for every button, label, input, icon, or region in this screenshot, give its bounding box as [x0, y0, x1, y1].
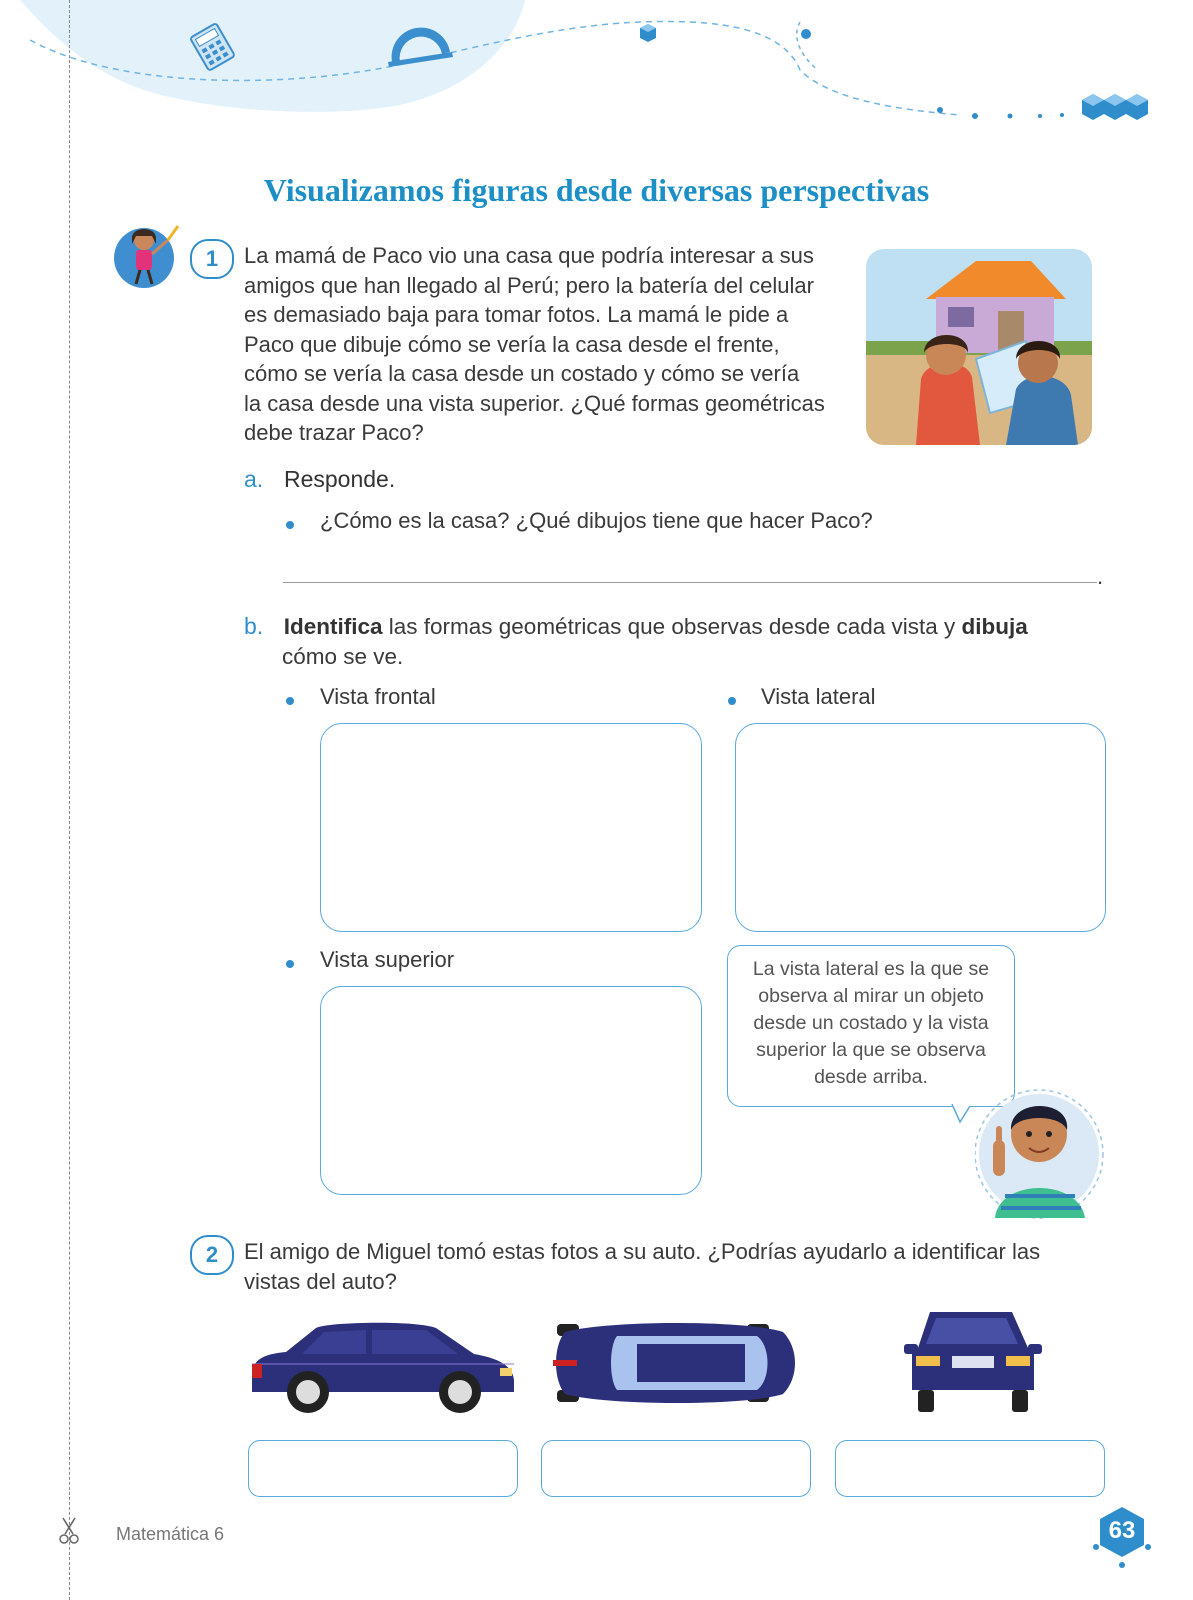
car-top-view [547, 1306, 803, 1420]
tip-line: desde un costado y la vista [753, 1012, 989, 1034]
footer-book-title: Matemática 6 [116, 1524, 225, 1544]
page-title: Visualizamos figuras desde diversas perspectivas [263, 172, 930, 208]
drawing-box-top[interactable] [320, 986, 702, 1195]
bullet [286, 697, 294, 705]
part-b-text: las formas geométricas que observas desde cada vista y [382, 614, 962, 639]
tip-line: La vista lateral es la que se [752, 958, 990, 980]
part-b-keyword-identify: Identifica [283, 614, 383, 639]
bullet [286, 960, 294, 968]
part-a-letter: a. [244, 466, 264, 492]
car-side-view [246, 1318, 518, 1418]
text-line: cómo se vería la casa desde un costado y cómo se vería [244, 361, 800, 386]
text-line: amigos que han llegado al Perú; pero la batería del celular [244, 272, 814, 298]
car-front-view [902, 1304, 1044, 1418]
text-line: la casa desde una vista superior. ¿Qué formas geométricas [244, 390, 825, 416]
text-line: debe trazar Paco? [244, 420, 424, 445]
drawing-box-side[interactable] [735, 723, 1106, 932]
text-line: es demasiado baja para tomar fotos. La mamá le pide a [244, 302, 789, 327]
answer-box-car-1[interactable] [248, 1440, 518, 1497]
part-b-instruction [244, 612, 1074, 671]
part-b-keyword-draw: dibuja [961, 614, 1028, 639]
part-a-title-end: . [388, 466, 396, 492]
tip-line: observa al mirar un objeto [758, 985, 984, 1007]
house-illustration [866, 249, 1092, 445]
girl-avatar [112, 218, 188, 294]
bullet [728, 697, 736, 705]
problem-1-text [244, 241, 854, 448]
tip-line: desde arriba. [814, 1066, 928, 1088]
part-a-title: Responde [283, 466, 389, 492]
scissors-icon [58, 1516, 80, 1546]
part-a-question: ¿Cómo es la casa? ¿Qué dibujos tiene que hacer Paco? [320, 508, 873, 533]
view-label-top: Vista superior [320, 947, 455, 972]
header-decoration [0, 0, 1193, 130]
boy-avatar [975, 1068, 1107, 1223]
tip-bubble [727, 945, 1015, 1107]
cut-line [69, 0, 70, 1600]
problem-2-number: 2 [190, 1235, 234, 1275]
part-b-text-cont: cómo se ve. [282, 643, 404, 669]
problem-2-text [244, 1237, 1124, 1296]
view-label-front: Vista frontal [320, 684, 436, 709]
bullet [286, 521, 294, 529]
answer-line-end: . [1097, 564, 1104, 589]
problem-1-number: 1 [190, 239, 234, 279]
text-line: Paco que dibuje cómo se vería la casa desde el frente, [244, 331, 780, 357]
page-number: 63 [1108, 1517, 1136, 1544]
text-line: La mamá de Paco vio una casa que podría interesar a sus [244, 243, 814, 268]
text-line: El amigo de Miguel tomó estas fotos a su auto. ¿Podrías ayudarlo a identificar las [244, 1239, 1041, 1264]
answer-line[interactable] [283, 582, 1097, 583]
cubes-icon [1082, 94, 1148, 120]
text-line: vistas del auto? [244, 1268, 397, 1294]
drawing-box-front[interactable] [320, 723, 702, 932]
tip-line: superior la que se observa [756, 1039, 986, 1061]
part-a-heading [244, 466, 395, 493]
cube-icon [640, 24, 656, 42]
answer-box-car-2[interactable] [541, 1440, 811, 1497]
view-label-side: Vista lateral [761, 684, 876, 709]
part-b-letter: b. [244, 613, 264, 639]
answer-box-car-3[interactable] [835, 1440, 1105, 1497]
